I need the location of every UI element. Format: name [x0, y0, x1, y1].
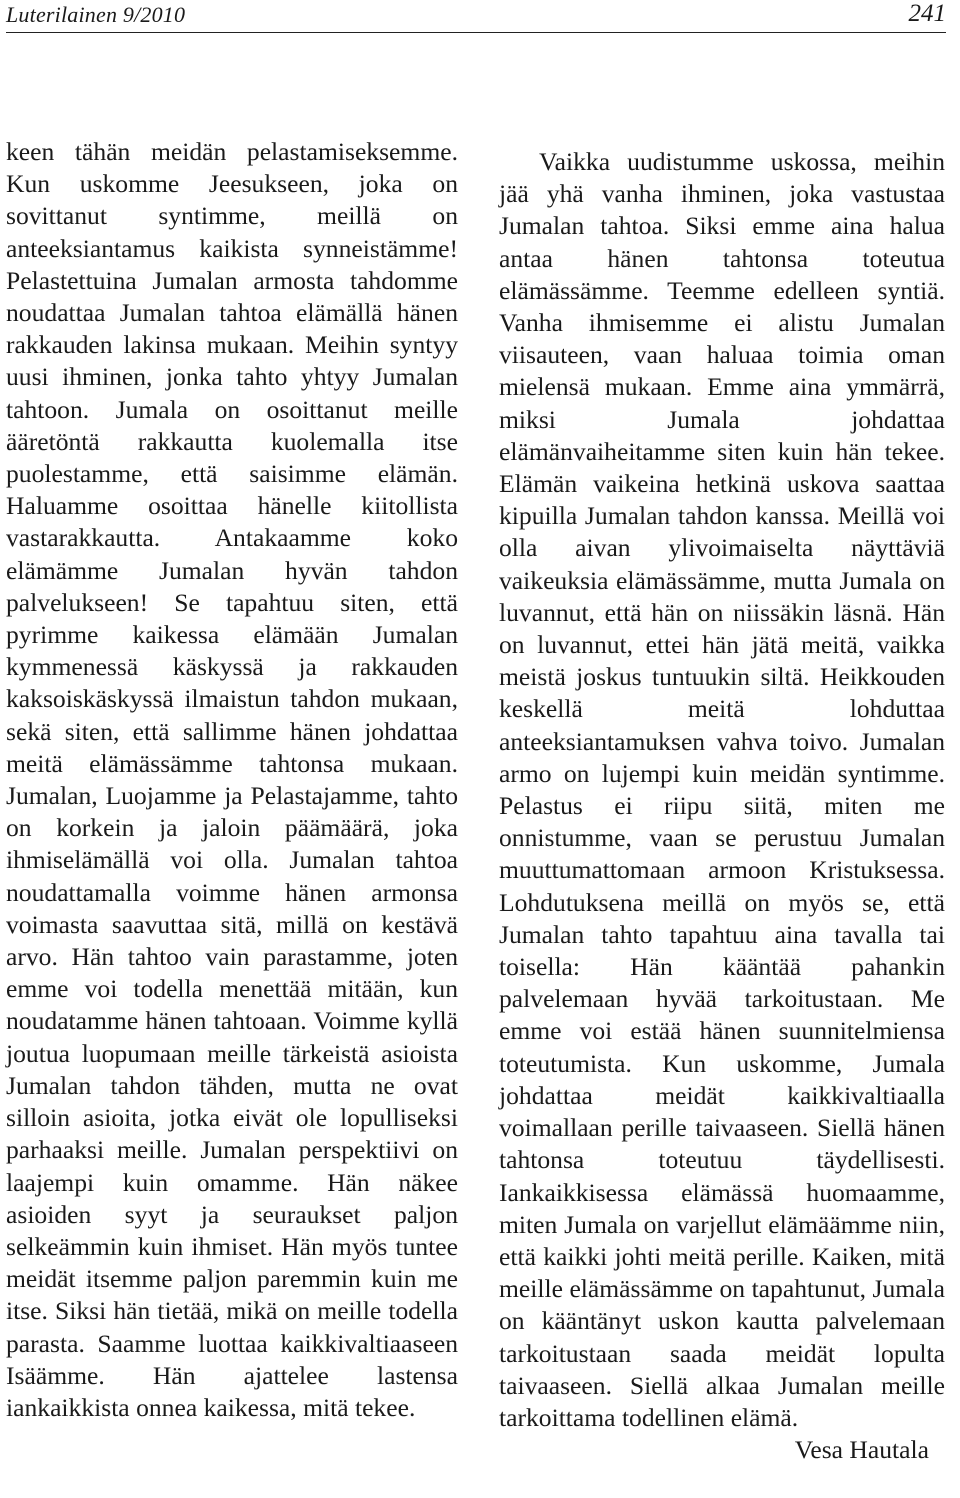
right-column: [499, 146, 945, 1466]
left-column-text: keen tähän meidän pelastamiseksemme. Kun uskomme Jeesukseen, joka on sovittanut syntimme, meillä on anteeksiantamus kaikista synneistämme! Pelastettuina Jumalan armosta tahdomme noudattaa Jumalan tahtoa elämällä hänen rakkauden lakinsa mukaan. Meihin syntyy uusi ihminen, jonka tahto yhtyy Jumalan tahtoon. Jumala on osoittanut meille ääretöntä rakkautta kuolemalla itse puolestamme, että saisimme elämän. Haluamme osoittaa hänelle kiitollista vastarakkautta. Antakaamme koko elämämme Jumalan hyvän tahdon palvelukseen! Se tapahtuu siten, että pyrimme kaikessa elämään Jumalan kymmenessä käskyssä ja rakkauden kaksoiskäskyssä ilmaistun tahdon mukaan, sekä siten, että sallimme hänen johdattaa meitä elämässämme tahtonsa mukaan. Jumalan, Luojamme ja Pelastajamme, tahto on korkein ja jaloin päämäärä, joka ihmiselämällä voi olla. Jumalan tahtoa noudattamalla voimme hänen armonsa voimasta saavuttaa sitä, millä on kestävä arvo. Hän tahtoo vain parastamme, joten emme voi todella menettää mitään, kun noudatamme hänen tahtoaan. Voimme kyllä joutua luopumaan meille tärkeistä asioista Jumalan tahdon tähden, mutta ne ovat silloin asioita, jotka eivät ole lopulliseksi parhaaksi meille. Jumalan perspektiivi on laajempi kuin omamme. Hän näkee asioiden syyt ja seuraukset paljon selkeämmin kuin ihmiset. Hän myös tuntee meidät itsemme paljon paremmin kuin me itse. Siksi hän tietää, mikä on meille todella parasta. Saamme luottaa kaikkivaltiaaseen Isäämme. Hän ajattelee lastensa iankaikkista onnea kaikessa, mitä tekee.: [6, 137, 458, 1422]
right-column-text: Vaikka uudistumme uskossa, meihin jää yhä vanha ihminen, joka vastustaa Jumalan tahtoa. Siksi emme aina halua antaa hänen tahtonsa toteutua elämässämme. Teemme edelleen syntiä. Vanha ihmisemme ei alistu Jumalan viisauteen, vaan haluaa toimia oman mielensä mukaan. Emme aina ymmärrä, miksi Jumala johdattaa elämänvaiheitamme siten kuin hän tekee. Elämän vaikeina hetkinä uskova saattaa kipuilla Jumalan tahdon kanssa. Meillä voi olla aivan ylivoimaiselta näyttäviä vaikeuksia elämässämme, mutta Jumala on luvannut, että hän on niissäkin läsnä. Hän on luvannut, ettei hän jätä meitä, vaikka meistä joskus tuntuukin siltä. Heikkouden keskellä meitä lohduttaa anteeksiantamuksen vahva toivo. Jumalan armo on lujempi kuin meidän syntimme. Pelastus ei riipu siitä, miten me onnistumme, vaan se perustuu Jumalan muuttumattomaan armoon Kristuksessa. Lohdutuksena meillä on myös se, että Jumalan tahto tapahtuu aina tavalla tai toisella: Hän kääntää pahankin palvelemaan hyvää tarkoitustaan. Me emme voi estää hänen suunnitelmiensa toteutumista. Kun uskomme, Jumala johdattaa meidät kaikkivaltiaalla voimallaan perille taivaaseen. Siellä hänen tahtonsa toteutuu täydellisesti. Iankaikkisessa elämässä huomaamme, miten Jumala on varjellut elämäämme niin, että kaikki johti meitä perille. Kaiken, mitä meille elämässämme on tapahtunut, Jumala on kääntänyt uskon kautta palvelemaan tarkoitustaan saada meidät lopulta taivaaseen. Siellä alkaa Jumalan meille tarkoittama todellinen elämä.: [499, 147, 945, 1432]
journal-title: Luterilainen 9/2010: [6, 2, 186, 27]
left-column: [6, 136, 458, 1424]
author-signature: Vesa Hautala: [794, 1435, 929, 1465]
page-number: 241: [908, 0, 946, 27]
page-header: [6, 0, 946, 33]
